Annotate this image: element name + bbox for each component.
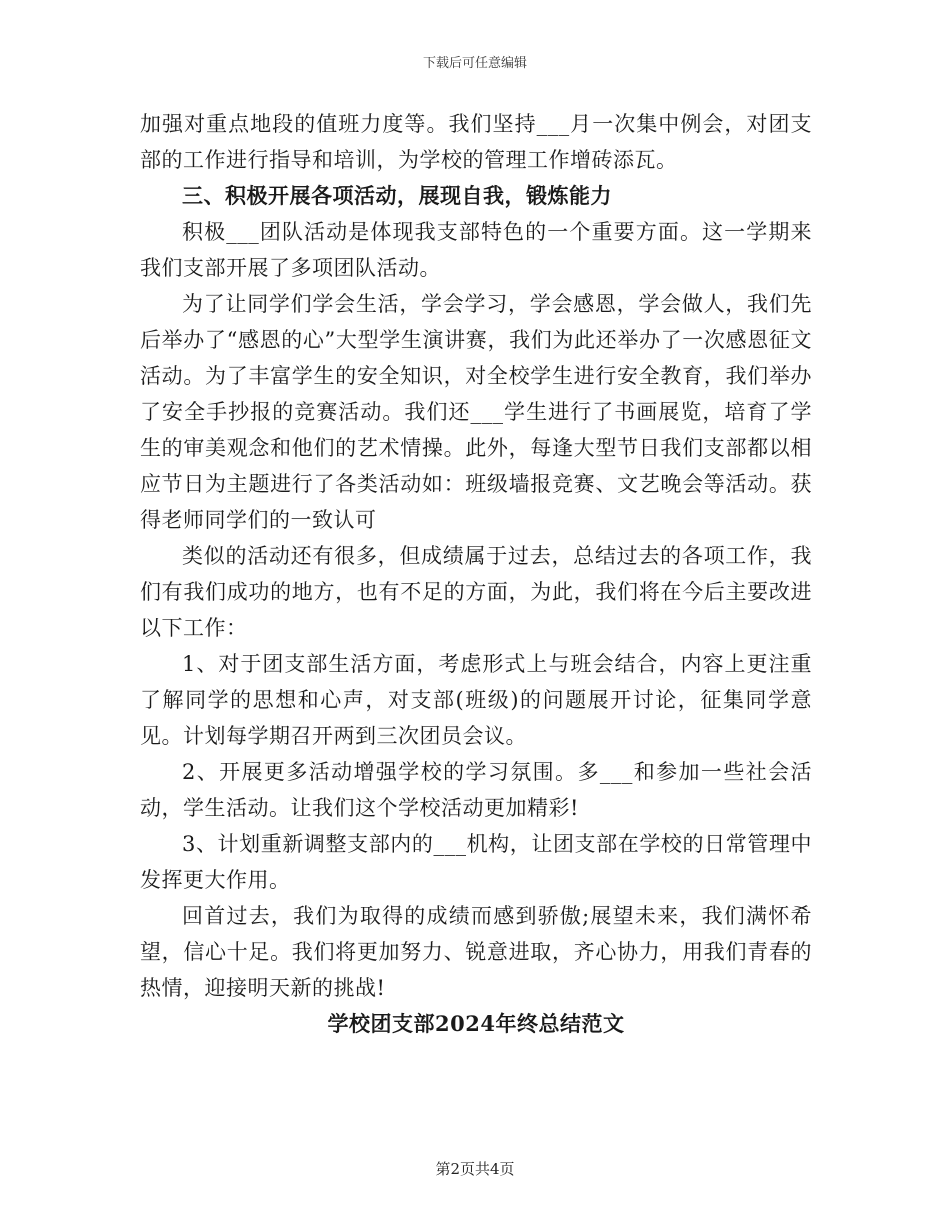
- document-body: [140, 106, 812, 1042]
- paragraph-1: 加强对重点地段的值班力度等。我们坚持___月一次集中例会，对团支部的工作进行指导和培训，为学校的管理工作增砖添瓦。: [140, 112, 812, 172]
- page-header-note: 下载后可任意编辑: [422, 56, 527, 71]
- paragraph-item-1: 1、对于团支部生活方面，考虑形式上与班会结合，内容上更注重了解同学的思想和心声，对支部(班级)的问题展开讨论，征集同学意见。计划每学期召开两到三次团员会议。: [140, 652, 812, 748]
- paragraph-item-3: 3、计划重新调整支部内的___机构，让团支部在学校的日常管理中发挥更大作用。: [140, 832, 812, 892]
- paragraph-4: 类似的活动还有很多，但成绩属于过去，总结过去的各项工作，我们有我们成功的地方，也有不足的方面，为此，我们将在今后主要改进以下工作：: [140, 544, 812, 640]
- paragraph-conclusion: 回首过去，我们为取得的成绩而感到骄傲;展望未来，我们满怀希望，信心十足。我们将更加努力、锐意进取，齐心协力，用我们青春的热情，迎接明天新的挑战!: [140, 904, 812, 1000]
- next-document-title: 学校团支部2024年终总结范文: [327, 1011, 625, 1036]
- paragraph-3: 为了让同学们学会生活，学会学习，学会感恩，学会做人，我们先后举办了“感恩的心”大型学生演讲赛，我们为此还举办了一次感恩征文活动。为了丰富学生的安全知识，对全校学生进行安全教育，我们举办了安全手抄报的竞赛活动。我们还___学生进行了书画展览，培育了学生的审美观念和他们的艺术情操。此外，每逢大型节日我们支部都以相应节日为主题进行了各类活动如：班级墙报竞赛、文艺晚会等活动。获得老师同学们的一致认可: [140, 292, 812, 532]
- paragraph-2: 积极___团队活动是体现我支部特色的一个重要方面。这一学期来我们支部开展了多项团队活动。: [140, 220, 812, 280]
- paragraph-item-2: 2、开展更多活动增强学校的学习氛围。多___和参加一些社会活动，学生活动。让我们这个学校活动更加精彩!: [140, 760, 812, 820]
- section-heading: 三、积极开展各项活动，展现自我，锻炼能力: [182, 183, 612, 208]
- page-number: 第2页共4页: [435, 1160, 515, 1178]
